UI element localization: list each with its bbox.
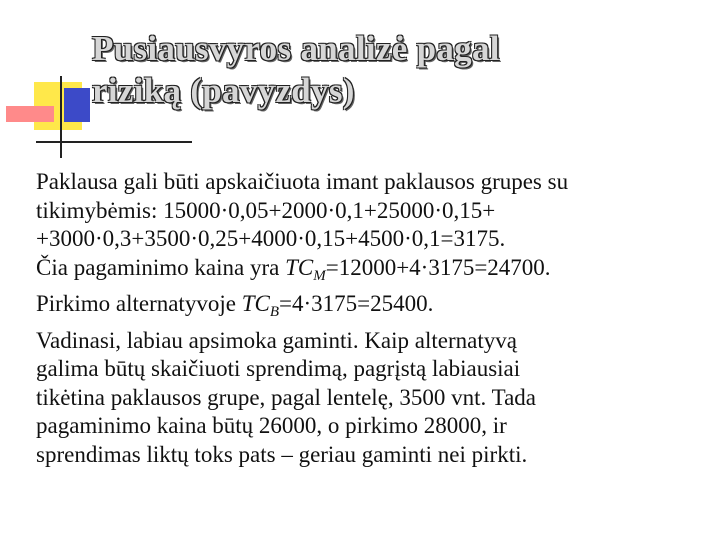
tc-variable: TC — [241, 291, 270, 316]
body-line-3: +3000·0,3+3500·0,25+4000·0,15+4500·0,1=3175. — [36, 226, 506, 251]
decor-horizontal-line — [36, 141, 192, 143]
slide-title-line-2: riziką (pavyzdys) — [92, 71, 355, 110]
body-line-2: tikimybėmis: 15000·0,05+2000·0,1+25000·0,15+ — [36, 197, 496, 223]
slide-title-line-1: Pusiausvyros analizė pagal — [92, 29, 500, 68]
body-line-4 — [36, 254, 706, 291]
tc-subscript-b: B — [269, 304, 279, 320]
body-line-1: Paklausa gali būti apskaičiuota imant paklausos grupes su — [36, 169, 569, 194]
body-line-9: pagaminimo kaina būtų 26000, o pirkimo 28000, ir — [36, 413, 507, 438]
decor-pink-bar — [6, 106, 54, 122]
slide-body — [36, 168, 706, 469]
body-line-10: sprendimas liktų toks pats – geriau gaminti nei pirkti. — [36, 441, 528, 467]
body-line-8: tikėtina paklausos grupe, pagal lentelę, 3500 vnt. Tada — [36, 384, 536, 410]
body-line-7: galima būtų skaičiuoti sprendimą, pagrįstą labiausiai — [36, 356, 521, 381]
purchase-cost-formula: =4·3175=25400. — [279, 291, 434, 316]
body-line-6: Vadinasi, labiau apsimoka gaminti. Kaip alternatyvą — [36, 327, 517, 353]
decor-vertical-line — [60, 76, 62, 158]
slide-title — [92, 28, 692, 112]
purchase-cost-text: Pirkimo alternatyvoje — [36, 291, 242, 316]
body-line-5 — [36, 290, 706, 327]
decor-blue-square — [64, 88, 90, 122]
production-cost-formula: =12000+4·3175=24700. — [325, 254, 551, 280]
production-cost-text: Čia pagaminimo kaina yra — [36, 254, 286, 280]
tc-subscript-m: M — [313, 267, 326, 284]
tc-variable: TC — [285, 254, 314, 280]
